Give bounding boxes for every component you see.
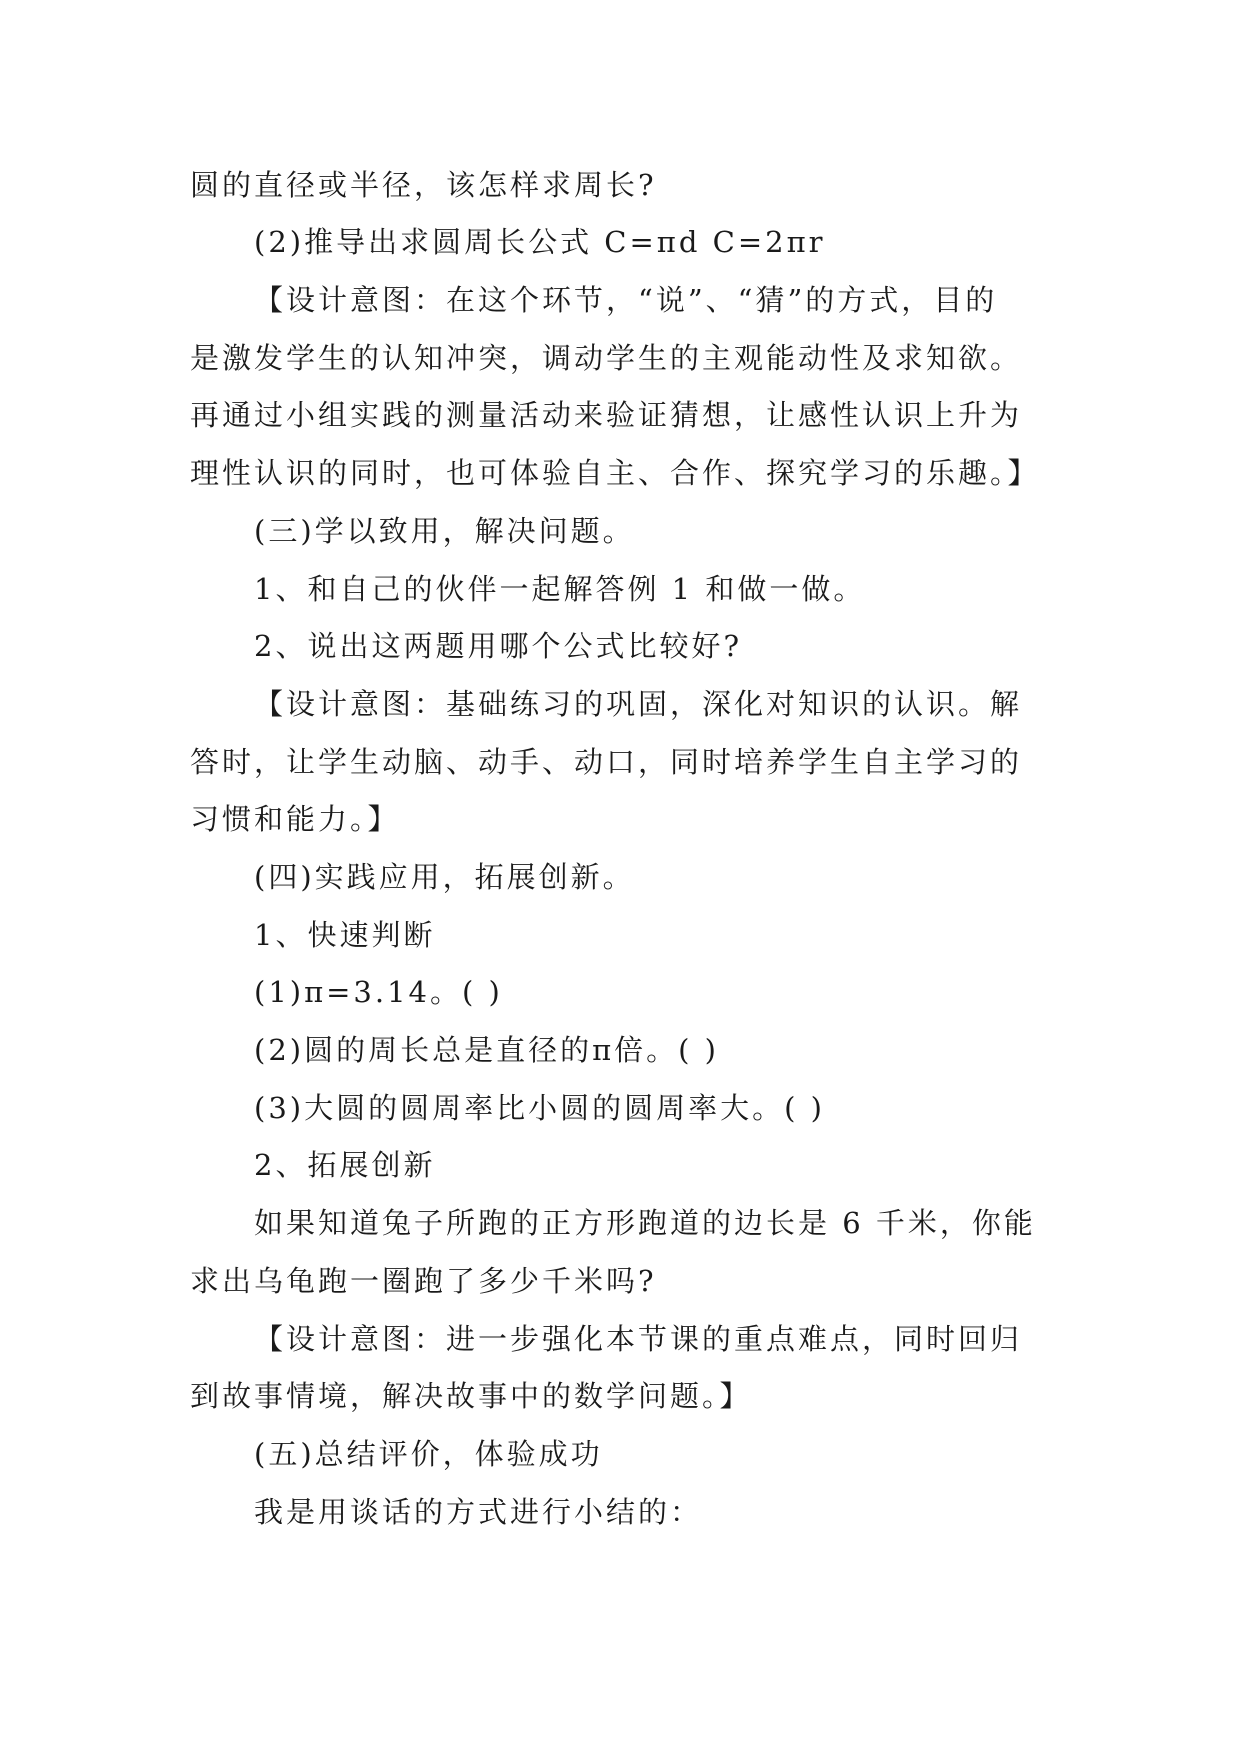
text-line: (2)推导出求圆周长公式 C=πd C=2πr — [254, 225, 826, 259]
text-line: (1)π=3.14。( ) — [254, 975, 503, 1009]
text-line: 再通过小组实践的测量活动来验证猜想，让感性认识上升为 — [190, 398, 1023, 432]
section-heading: (四)实践应用，拓展创新。 — [254, 860, 635, 894]
text-line: 【设计意图：在这个环节，“说”、“猜”的方式，目的 — [254, 283, 998, 317]
text-line: (2)圆的周长总是直径的π倍。( ) — [254, 1033, 719, 1067]
text-line: 1、快速判断 — [254, 918, 436, 952]
section-heading: (三)学以致用，解决问题。 — [254, 514, 635, 548]
text-line: 2、说出这两题用哪个公式比较好? — [254, 629, 742, 663]
text-line: 圆的直径或半径，该怎样求周长? — [190, 168, 657, 202]
text-line: 答时，让学生动脑、动手、动口，同时培养学生自主学习的 — [190, 745, 1023, 779]
text-line: 我是用谈话的方式进行小结的： — [254, 1495, 703, 1529]
text-line: 1、和自己的伙伴一起解答例 1 和做一做。 — [254, 572, 866, 606]
text-line: 如果知道兔子所跑的正方形跑道的边长是 6 千米，你能 — [254, 1206, 1036, 1240]
text-line: 是激发学生的认知冲突，调动学生的主观能动性及求知欲。 — [190, 341, 1023, 375]
text-line: 求出乌龟跑一圈跑了多少千米吗? — [190, 1264, 657, 1298]
text-line: 【设计意图：基础练习的巩固，深化对知识的认识。解 — [254, 687, 1023, 721]
text-line: 习惯和能力。】 — [190, 802, 400, 836]
text-line: 理性认识的同时，也可体验自主、合作、探究学习的乐趣。】 — [190, 456, 1040, 490]
section-heading: (五)总结评价，体验成功 — [254, 1437, 603, 1471]
text-line: (3)大圆的圆周率比小圆的圆周率大。( ) — [254, 1091, 825, 1125]
text-line: 2、拓展创新 — [254, 1148, 436, 1182]
text-line: 到故事情境，解决故事中的数学问题。】 — [190, 1379, 752, 1413]
text-line: 【设计意图：进一步强化本节课的重点难点，同时回归 — [254, 1322, 1023, 1356]
